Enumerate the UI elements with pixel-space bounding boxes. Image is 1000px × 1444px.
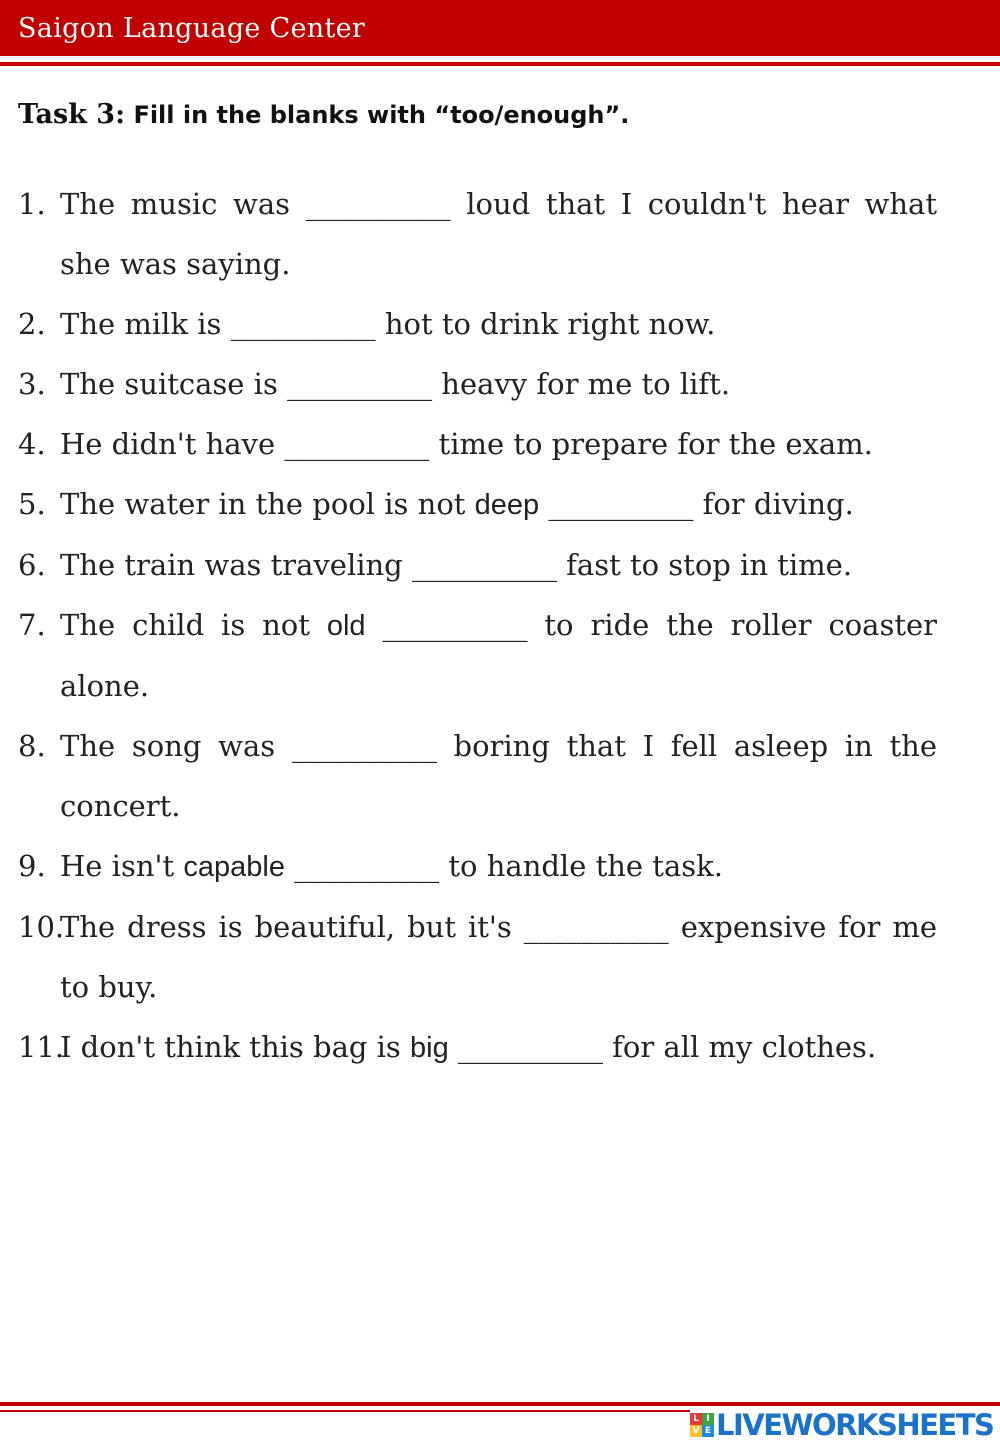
- liveworksheets-logo: [690, 1408, 993, 1442]
- item-number: 11.: [18, 1030, 65, 1064]
- answer-blank[interactable]: __________: [291, 729, 437, 763]
- item-text-before: The milk is: [60, 307, 222, 341]
- exercise-item: [18, 716, 937, 836]
- item-number: 4.: [18, 427, 46, 461]
- item-text-before: The suitcase is: [60, 367, 278, 401]
- exercise-item: [18, 595, 937, 716]
- item-text-before: The music was: [60, 187, 290, 221]
- task-instruction: Fill in the blanks with “too/enough”.: [133, 101, 630, 129]
- given-word: deep: [474, 489, 540, 521]
- item-text-after: time to prepare for the exam.: [438, 427, 873, 461]
- answer-blank[interactable]: __________: [230, 307, 376, 341]
- item-text-after: boring that I fell asleep in the concert.: [60, 729, 937, 823]
- logo-letter: E: [702, 1425, 714, 1437]
- header-title: Saigon Language Center: [18, 13, 366, 44]
- item-number: 9.: [18, 849, 46, 883]
- exercise-item: [18, 474, 937, 535]
- header-bar: [0, 0, 1000, 56]
- answer-blank[interactable]: __________: [294, 849, 440, 883]
- exercise-list: [18, 174, 937, 1078]
- item-text-after: to handle the task.: [448, 849, 723, 883]
- answer-blank[interactable]: __________: [411, 548, 557, 582]
- exercise-item: [18, 1017, 937, 1078]
- item-text-after: expensive for me to buy.: [60, 910, 938, 1004]
- exercise-item: [18, 174, 937, 294]
- liveworksheets-icon: [690, 1413, 714, 1437]
- answer-blank[interactable]: __________: [382, 608, 528, 642]
- exercise-item: [18, 535, 937, 595]
- footer-divider: [0, 1402, 1000, 1406]
- exercise-item: [18, 414, 937, 474]
- item-text-after: hot to drink right now.: [384, 307, 716, 341]
- answer-blank[interactable]: __________: [523, 910, 669, 944]
- item-text-after: for all my clothes.: [612, 1030, 877, 1064]
- item-number: 8.: [18, 729, 46, 763]
- exercise-item: [18, 354, 937, 414]
- item-number: 1.: [18, 187, 46, 221]
- answer-blank[interactable]: __________: [457, 1030, 603, 1064]
- item-text-after: for diving.: [702, 487, 854, 521]
- item-number: 6.: [18, 548, 46, 582]
- item-number: 5.: [18, 487, 46, 521]
- answer-blank[interactable]: __________: [287, 367, 433, 401]
- logo-letter: I: [702, 1413, 714, 1425]
- item-text-after: heavy for me to lift.: [441, 367, 731, 401]
- item-text-before: The dress is beautiful, but it's: [60, 910, 512, 944]
- item-text-after: fast to stop in time.: [566, 548, 853, 582]
- given-word: old: [326, 610, 366, 642]
- item-text-before: He didn't have: [60, 427, 276, 461]
- item-text-after: to ride the roller coaster alone.: [60, 608, 938, 703]
- task-label: Task 3:: [18, 99, 126, 130]
- exercise-item: [18, 897, 937, 1017]
- item-number: 7.: [18, 608, 46, 642]
- answer-blank[interactable]: __________: [284, 427, 430, 461]
- item-number: 2.: [18, 307, 46, 341]
- header-divider: [0, 62, 1000, 66]
- item-number: 10.: [18, 910, 65, 944]
- item-text-after: loud that I couldn't hear what she was saying.: [60, 187, 937, 281]
- item-text-before: The water in the pool is not: [60, 487, 466, 521]
- exercise-item: [18, 836, 937, 897]
- item-text-before: I don't think this bag is: [60, 1030, 401, 1064]
- item-text-before: The child is not: [60, 608, 310, 642]
- given-word: big: [410, 1032, 449, 1064]
- item-text-before: He isn't: [60, 849, 175, 883]
- given-word: capable: [183, 851, 285, 883]
- exercise-item: [18, 294, 937, 354]
- item-number: 3.: [18, 367, 46, 401]
- answer-blank[interactable]: __________: [548, 487, 694, 521]
- footer-divider-thin: [0, 1410, 690, 1412]
- item-text-before: The song was: [60, 729, 276, 763]
- logo-letter: V: [690, 1425, 702, 1437]
- task-heading: [18, 99, 629, 130]
- answer-blank[interactable]: __________: [305, 187, 451, 221]
- brand-name: LIVEWORKSHEETS: [716, 1408, 994, 1442]
- logo-letter: L: [690, 1413, 702, 1425]
- item-text-before: The train was traveling: [60, 548, 403, 582]
